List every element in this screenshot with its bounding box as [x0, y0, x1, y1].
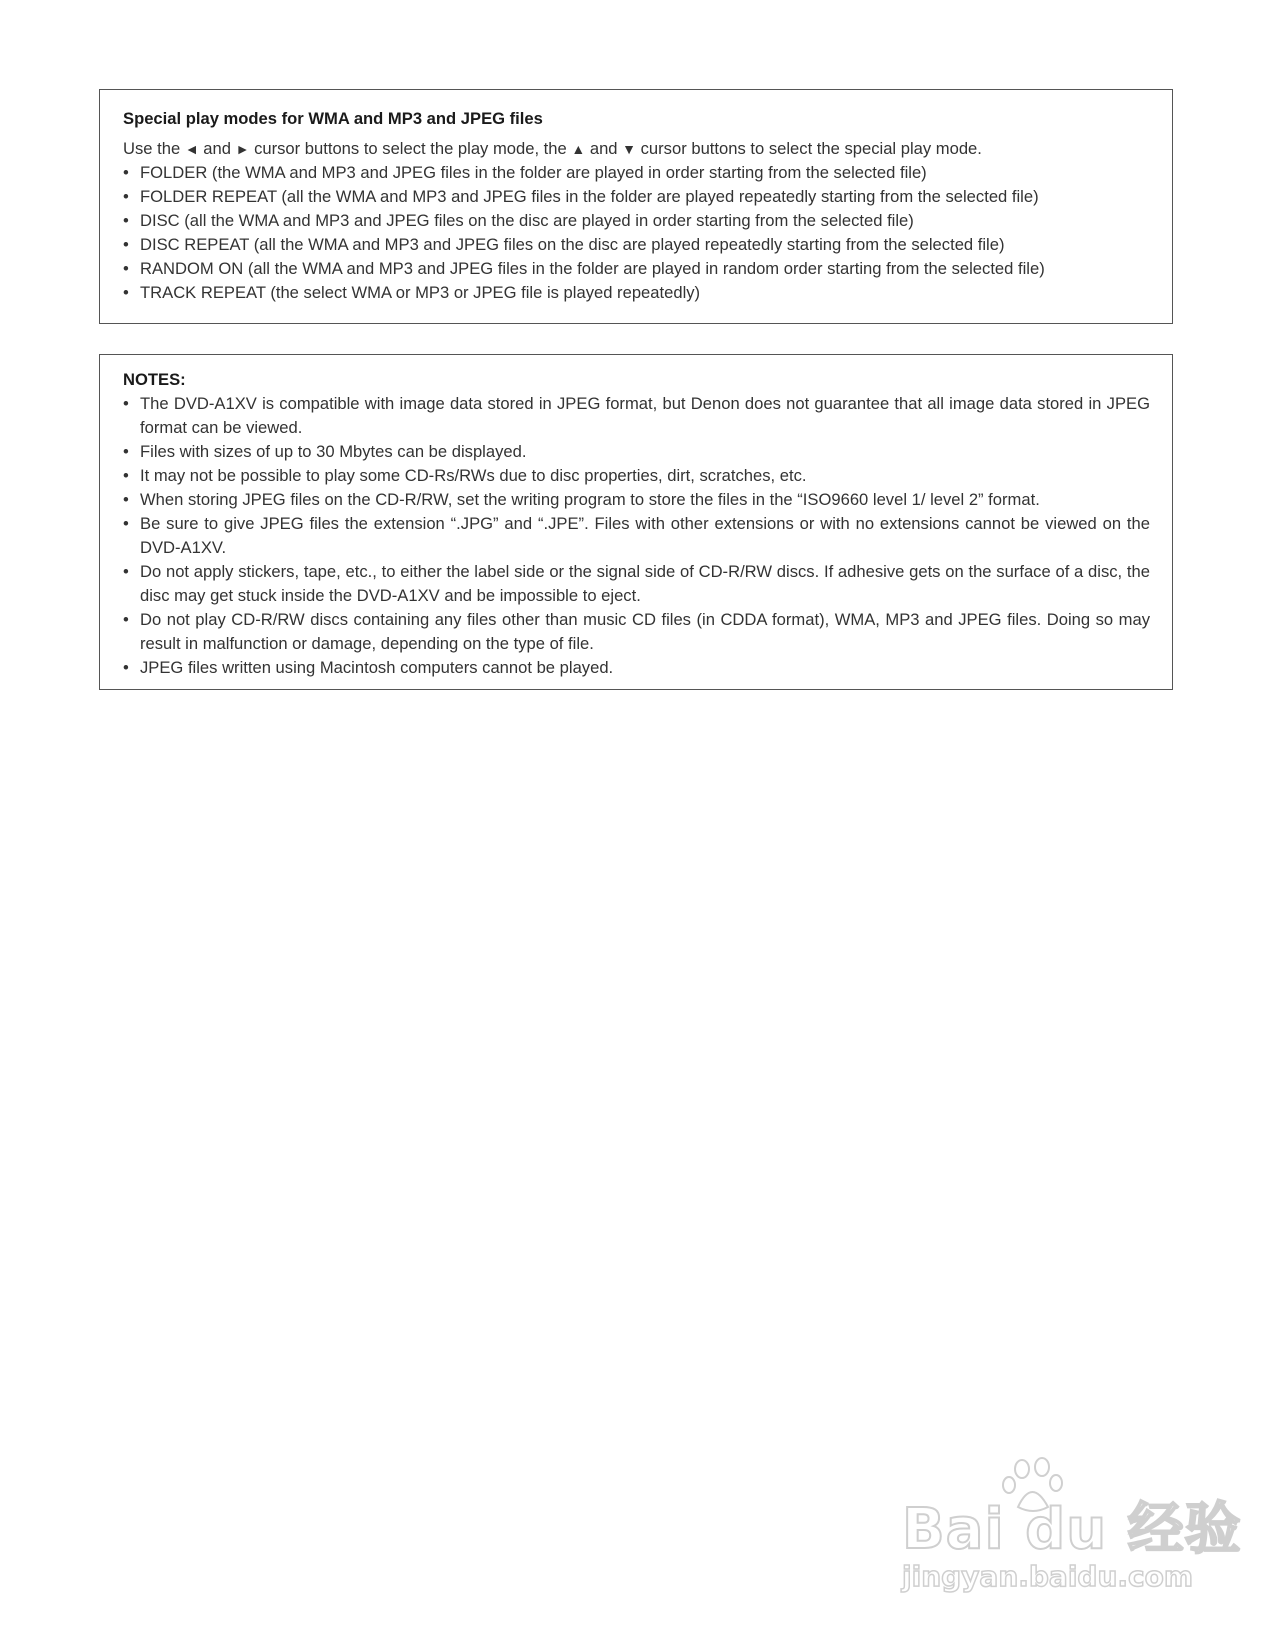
play-mode-disc-repeat: • DISC REPEAT (all the WMA and MP3 and JPEG files on the disc are played repeatedly starting from the selected file) — [123, 233, 1150, 257]
play-mode-folder-repeat: • FOLDER REPEAT (all the WMA and MP3 and JPEG files in the folder are played repeatedly starting from the selected file) — [123, 185, 1150, 209]
baidu-jingyan-watermark — [900, 1455, 1242, 1605]
notes-title: NOTES: — [123, 370, 186, 389]
right-arrow-icon: ► — [235, 141, 250, 157]
note-item: • Do not play CD-R/RW discs containing any files other than music CD files (in CDDA format), WMA, MP3 and JPEG files. Doing so may result in malfunction or damage, depending on the type of file. — [123, 608, 1150, 656]
play-mode-track-repeat: • TRACK REPEAT (the select WMA or MP3 or JPEG file is played repeatedly) — [123, 281, 1150, 305]
watermark-url: jingyan.baidu.com — [902, 1560, 1194, 1593]
play-mode-folder: • FOLDER (the WMA and MP3 and JPEG files in the folder are played in order starting from the selected file) — [123, 161, 1150, 185]
note-item: • Be sure to give JPEG files the extension “.JPG” and “.JPE”. Files with other extensions or with no extensions cannot be viewed on the DVD-A1XV. — [123, 512, 1150, 560]
note-item: • Do not apply stickers, tape, etc., to either the label side or the signal side of CD-R/RW discs. If adhesive gets on the surface of a disc, the disc may get stuck inside the DVD-A1XV and be impossible to eject. — [123, 560, 1150, 608]
special-play-modes-title: Special play modes for WMA and MP3 and JPEG files — [123, 109, 543, 128]
up-arrow-icon: ▲ — [571, 141, 586, 157]
down-arrow-icon: ▼ — [622, 141, 637, 157]
play-mode-list — [123, 161, 1150, 305]
note-item: • JPEG files written using Macintosh computers cannot be played. — [123, 656, 1150, 680]
left-arrow-icon: ◄ — [184, 141, 199, 157]
watermark-logo-text: Bai du 经验 — [902, 1497, 1242, 1562]
note-item: • The DVD-A1XV is compatible with image data stored in JPEG format, but Denon does not guarantee that all image data stored in JPEG format can be viewed. — [123, 392, 1150, 440]
note-item: • When storing JPEG files on the CD-R/RW, set the writing program to store the files in the “ISO9660 level 1/ level 2” format. — [123, 488, 1150, 512]
special-play-modes-box — [99, 89, 1173, 324]
play-mode-random-on: • RANDOM ON (all the WMA and MP3 and JPEG files in the folder are played in random order starting from the selected file) — [123, 257, 1150, 281]
note-item: • Files with sizes of up to 30 Mbytes can be displayed. — [123, 440, 1150, 464]
notes-list — [123, 392, 1150, 680]
note-item: • It may not be possible to play some CD-Rs/RWs due to disc properties, dirt, scratches, etc. — [123, 464, 1150, 488]
play-mode-disc: • DISC (all the WMA and MP3 and JPEG files on the disc are played in order starting from the selected file) — [123, 209, 1150, 233]
notes-box — [99, 354, 1173, 690]
special-play-intro: Use the ◄ and ► cursor buttons to select the play mode, the ▲ and ▼ cursor buttons to select the special play mode. — [123, 139, 982, 158]
